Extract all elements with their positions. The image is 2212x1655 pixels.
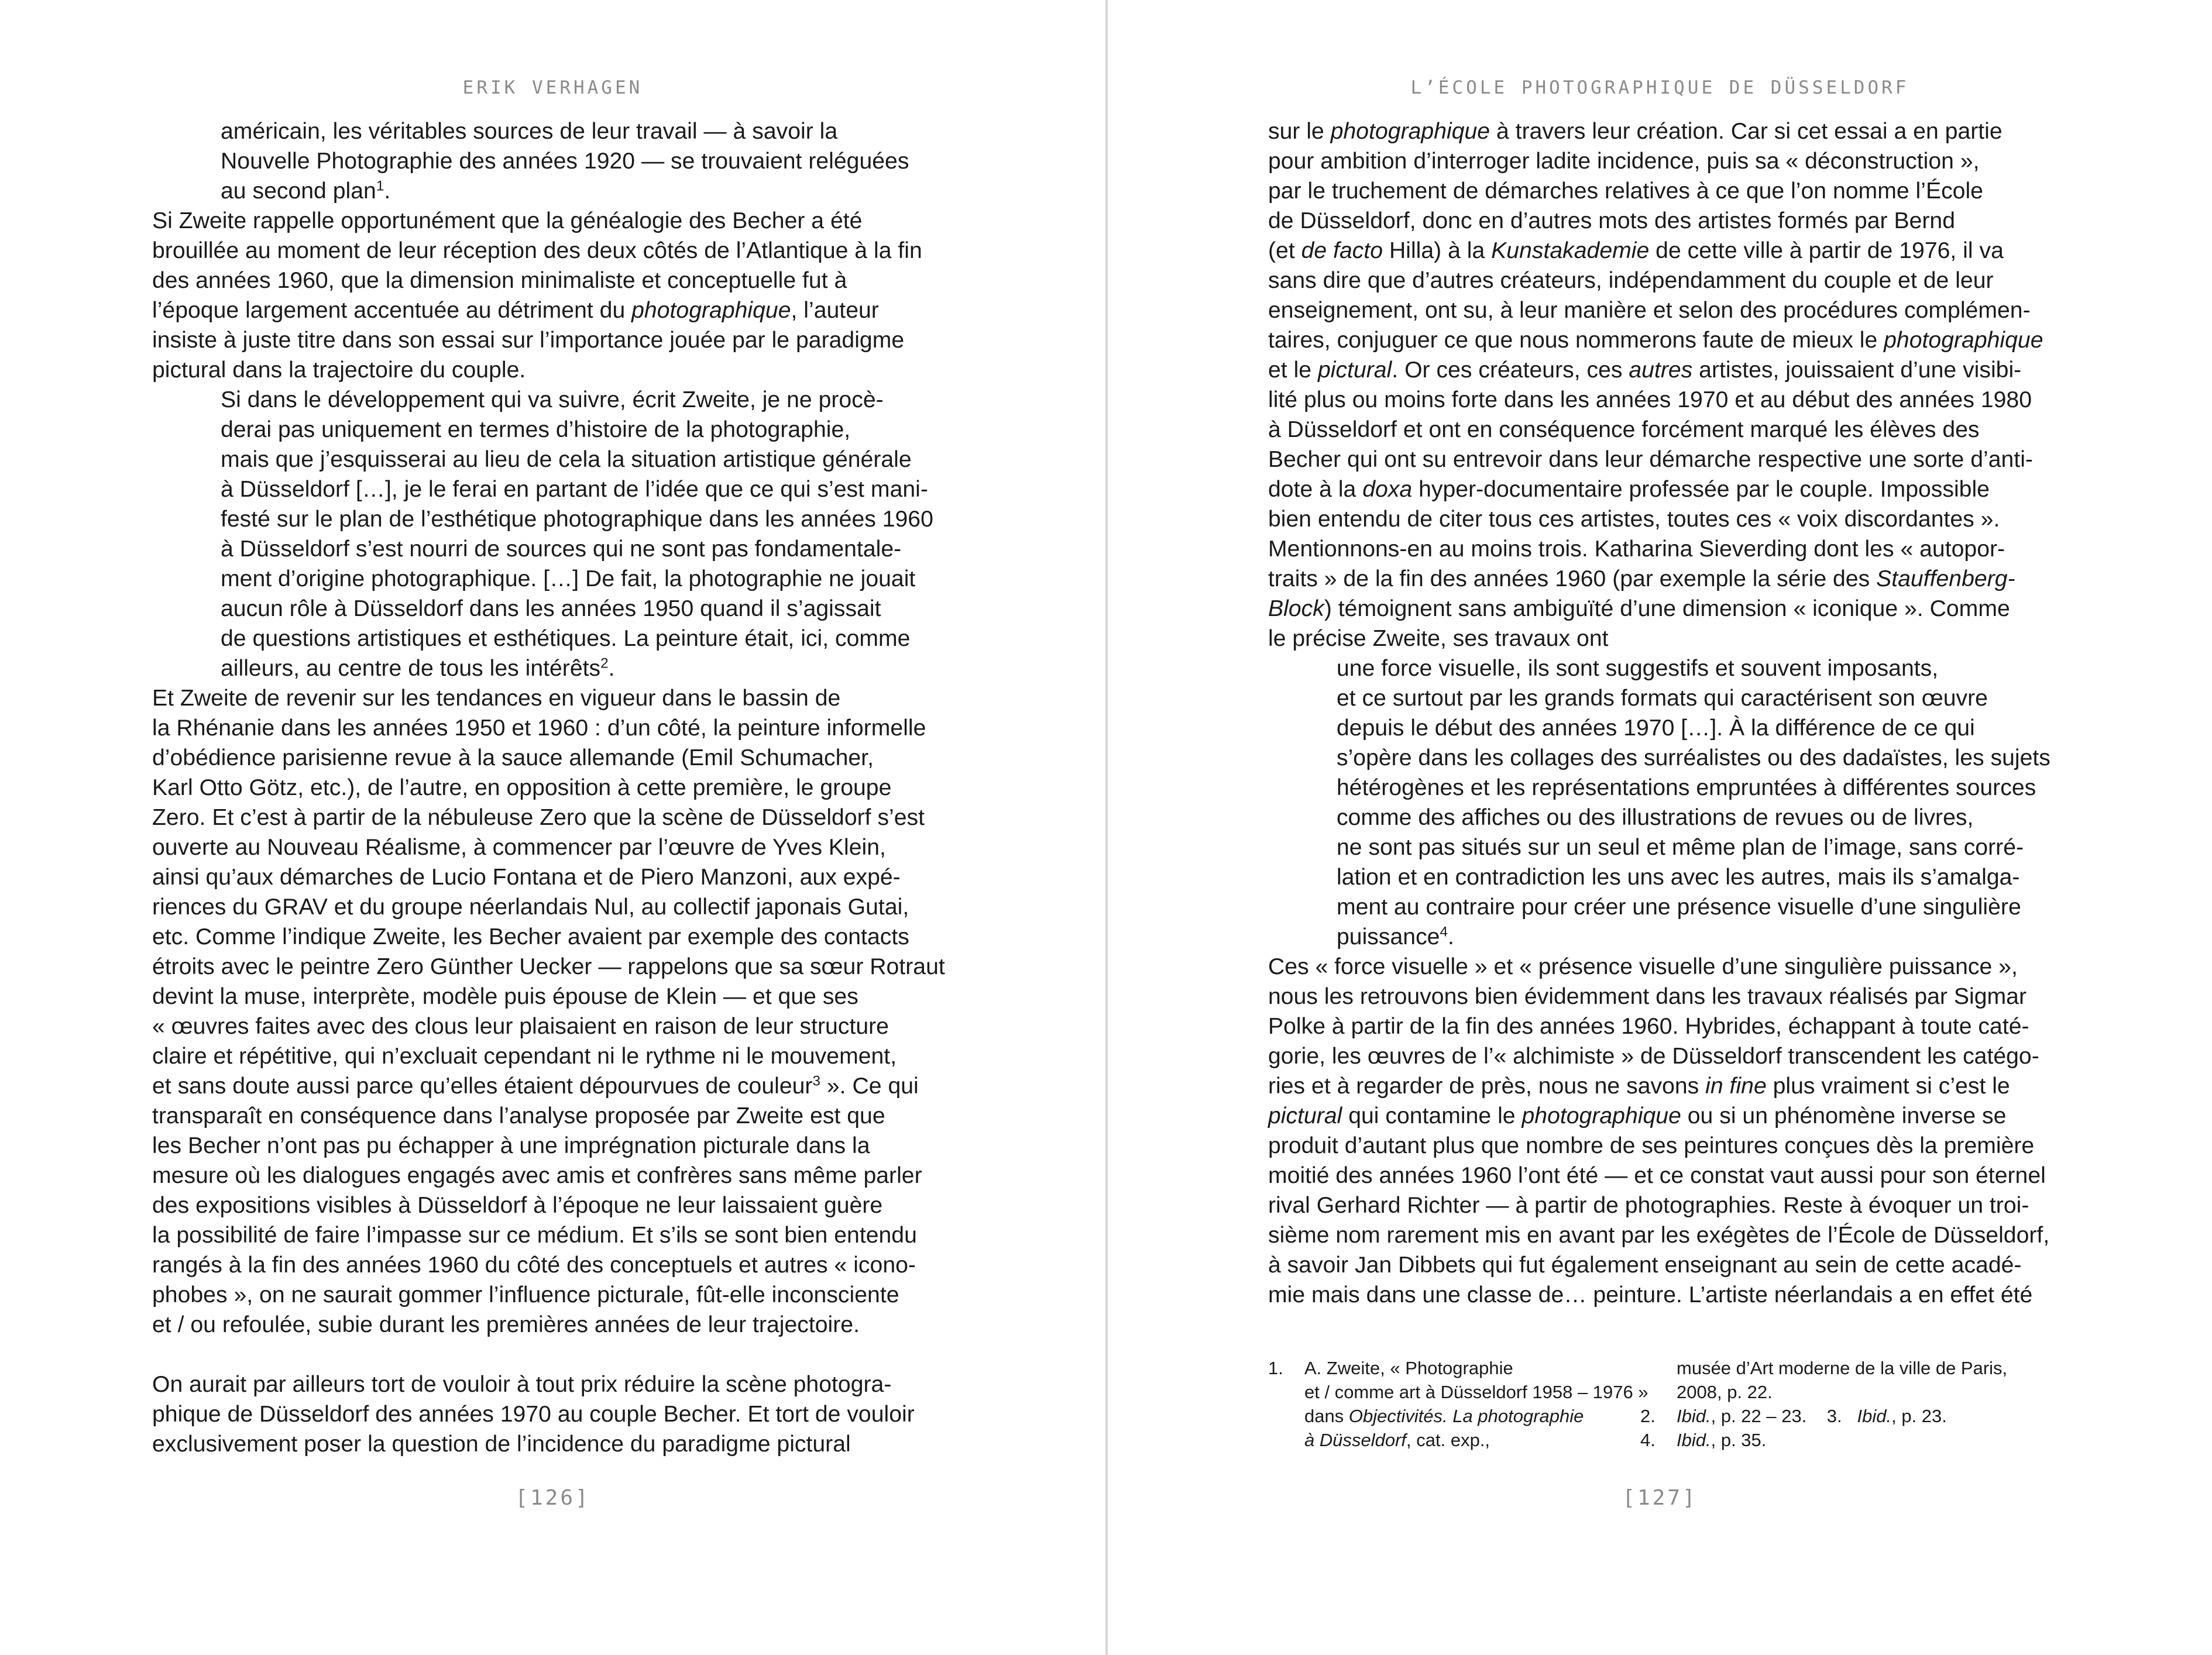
footnote-text: A. Zweite, « Photographie et / comme art à Düsseldorf 1958 – 1976 » dans Objectivités. La photographie à Düsseldorf, cat. exp.,	[1304, 1358, 1648, 1450]
footnote	[1640, 1428, 2007, 1452]
footnotes-column-1	[1268, 1356, 1648, 1452]
right-block-quote: une force visuelle, ils sont suggestifs et souvent imposants, et ce surtout par les grands formats qui caractérisent son œuvre depuis le début des années 1970 […]. À la différence de ce qui s’opère dans les collages des surréalistes ou des dadaïstes, les sujets hétérogènes et les représentations empruntées à différentes sources comme des affiches ou des illustrations de revues ou de livres, ne sont pas situés sur un seul et même plan de l’image, sans corré- lation et en contradiction les uns avec les autres, mais ils s’amalga- ment au contraire pour créer une présence visuelle d’une singulière puissance$^4$.	[1337, 656, 2050, 949]
left-paragraph: Si Zweite rappelle opportunément que la généalogie des Becher a été brouillée au moment de leur réception des deux côtés de l’Atlantique à la fin des années 1960, que la dimension minimaliste et conceptuelle fut à l’époque largement accentuée au détriment du photographique, l’auteur insiste à juste titre dans son essai sur l’importance jouée par le paradigme pictural dans la trajectoire du couple.	[152, 208, 922, 383]
footnote-number	[1640, 1356, 1677, 1404]
footnotes-column-2	[1640, 1356, 2007, 1452]
left-paragraph: Et Zweite de revenir sur les tendances en vigueur dans le bassin de la Rhénanie dans les années 1950 et 1960 : d’un côté, la peinture informelle d’obédience parisienne revue à la sauce allemande (Emil Schumacher, Karl Otto Götz, etc.), de l’autre, en opposition à cette première, le groupe Zero. Et c’est à partir de la nébuleuse Zero que la scène de Düsseldorf s’est ouverte au Nouveau Réalisme, à commencer par l’œuvre de Yves Klein, ainsi qu’aux démarches de Lucio Fontana et de Piero Manzoni, aux expé- riences du GRAV et du groupe néerlandais Nul, au collectif japonais Gutai, etc. Comme l’indique Zweite, les Becher avaient par exemple des contacts étroits avec le peintre Zero Günther Uecker — rappelons que sa sœur Rotraut devint la muse, interprète, modèle puis épouse de Klein — et que ses « œuvres faites avec des clous leur plaisaient en raison de leur structure claire et répétitive, qui n’excluait cependant ni le rythme ni le mouvement, et sans doute aussi parce qu’elles étaient dépourvues de couleur$^3$ ». Ce qui transparaît en conséquence dans l’analyse proposée par Zweite est que les Becher n’ont pas pu échapper à une imprégnation picturale dans la mesure où les dialogues engagés avec amis et confrères sans même parler des expositions visibles à Düsseldorf à l’époque ne leur laissaient guère la possibilité de faire l’impasse sur ce médium. Et s’ils se sont bien entendu rangés à la fin des années 1960 du côté des conceptuels et autres « icono- phobes », on ne saurait gommer l’influence picturale, fût-elle inconsciente et / ou refoulée, subie durant les premières années de leur trajectoire.	[152, 686, 945, 1337]
right-paragraph: sur le photographique à travers leur création. Car si cet essai a en partie pour ambition d’interroger ladite incidence, puis sa « déconstruction », par le truchement de démarches relatives à ce que l’on nomme l’École de Düsseldorf, donc en d’autres mots des artistes formés par Bernd (et de facto Hilla) à la Kunstakademie de cette ville à partir de 1976, il va sans dire que d’autres créateurs, indépendamment du couple et de leur enseignement, ont su, à leur manière et selon des procédures complémen- taires, conjuguer ce que nous nommerons faute de mieux le photographique et le pictural. Or ces créateurs, ces autres artistes, jouissaient d’une visibi- lité plus ou moins forte dans les années 1970 et au début des années 1980 à Düsseldorf et ont en conséquence forcément marqué les élèves des Becher qui ont su entrevoir dans leur démarche respective une sorte d’anti- dote à la doxa hyper-documentaire professée par le couple. Impossible bien entendu de citer tous ces artistes, toutes ces « voix discordantes ». Mentionnons-en au moins trois. Katharina Sieverding dont les « autopor- traits » de la fin des années 1960 (par exemple la série des Stauffenberg- Block) témoignent sans ambiguïté d’une dimension « iconique ». Comme le précise Zweite, ses travaux ont	[1268, 119, 2043, 651]
footnote-number: 1.	[1268, 1358, 1283, 1378]
footnote-reference: 1	[376, 178, 384, 194]
left-paragraph: On aurait par ailleurs tort de vouloir à tout prix réduire la scène photogra- phique de Düsseldorf des années 1970 au couple Becher. Et tort de vouloir exclusivement poser la question de l’incidence du paradigme pictural	[152, 1372, 915, 1457]
page-number-right: [127]	[1622, 1486, 1698, 1510]
left-block-quote: américain, les véritables sources de leur travail — à savoir la Nouvelle Photographie des années 1920 — se trouvaient reléguées au second plan$^1$.	[221, 119, 909, 204]
footnote-reference: 2	[600, 655, 609, 672]
footnote-number: 2.	[1640, 1406, 1655, 1426]
page-number-left: [126]	[515, 1486, 590, 1510]
footnote-reference: 4	[1440, 924, 1448, 940]
right-text-column	[1268, 116, 2111, 1310]
running-head-left: ERIK VERHAGEN	[462, 77, 643, 98]
footnote	[1640, 1356, 2007, 1404]
footnote	[1268, 1356, 1648, 1452]
footnote-text: musée d’Art moderne de la ville de Paris, 2008, p. 22.	[1677, 1358, 2008, 1402]
left-text-column	[152, 116, 983, 1459]
footnote-text: Ibid., p. 35.	[1677, 1430, 1767, 1450]
right-paragraph: Ces « force visuelle » et « présence visuelle d’une singulière puissance », nous les retrouvons bien évidemment dans les travaux réalisés par Sigmar Polke à partir de la fin des années 1960. Hybrides, échappant à toute caté- gorie, les œuvres de l’« alchimiste » de Düsseldorf transcendent les catégo- ries et à regarder de près, nous ne savons in fine plus vraiment si c’est le pictural qui contamine le photographique ou si un phénomène inverse se produit d’autant plus que nombre de ses peintures conçues dès la première moitié des années 1960 l’ont été — et ce constat vaut aussi pour son éternel rival Gerhard Richter — à partir de photographies. Reste à évoquer un troi- sième nom rarement mis en avant par les exégètes de l’École de Düsseldorf, à savoir Jan Dibbets qui fut également enseignant au sein de cette acadé- mie mais dans une classe de… peinture. L’artiste néerlandais a en effet été	[1268, 954, 2050, 1308]
running-head-right: L’ÉCOLE PHOTOGRAPHIQUE DE DÜSSELDORF	[1410, 77, 1909, 98]
footnote-number: 4.	[1640, 1430, 1655, 1450]
footnote-reference: 3	[812, 1073, 820, 1089]
left-page	[0, 0, 1105, 1655]
footnote	[1640, 1404, 2007, 1428]
footnote-text: Ibid., p. 22 – 23. 3. Ibid., p. 23.	[1677, 1406, 1947, 1426]
left-block-quote: Si dans le développement qui va suivre, écrit Zweite, je ne procè- derai pas uniquement en termes d’histoire de la photographie, mais que j’esquisserai au lieu de cela la situation artistique générale à Düsseldorf […], je le ferai en partant de l’idée que ce qui s’est mani- festé sur le plan de l’esthétique photographique dans les années 1960 à Düsseldorf s’est nourri de sources qui ne sont pas fondamentale- ment d’origine photographique. […] De fait, la photographie ne jouait aucun rôle à Düsseldorf dans les années 1950 quand il s’agissait de questions artistiques et esthétiques. La peinture était, ici, comme ailleurs, au centre de tous les intérêts$^2$.	[221, 387, 933, 681]
right-page	[1108, 0, 2212, 1655]
